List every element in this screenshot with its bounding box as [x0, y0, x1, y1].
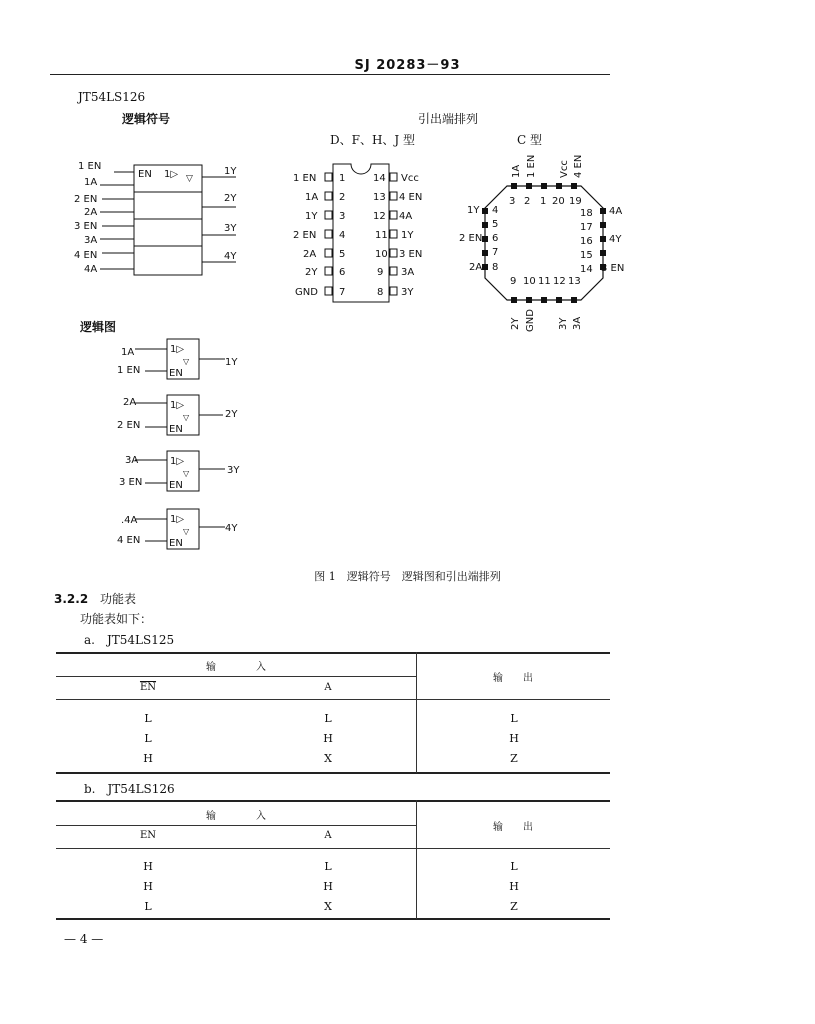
dip-right-name-11: 1Y [401, 230, 414, 241]
c-bottom-num-10: 10 [523, 276, 536, 287]
ls-input-2a: 2A [84, 207, 98, 218]
c-type-pinout [455, 148, 635, 333]
table-b-bottom-rule [56, 918, 610, 920]
table-cell: X [324, 751, 332, 765]
dip-left-num-4: 4 [339, 230, 346, 241]
table-row [110, 728, 552, 748]
table-cell: L [510, 859, 518, 873]
c-left-num-7: 7 [492, 247, 499, 258]
ls-input-4en: 4 EN [74, 250, 98, 261]
gate3-out: ▽ [183, 469, 190, 478]
logic-symbol [70, 155, 260, 285]
table-a-top-rule [56, 652, 610, 654]
dip-right-num-8: 8 [377, 287, 384, 298]
table-row [110, 708, 552, 728]
dip-right-num-13: 13 [373, 192, 386, 203]
gate2-input-a: 2A [123, 397, 137, 408]
table-cell: L [510, 711, 518, 725]
page-number: — 4 — [64, 932, 104, 946]
c-left-num-5: 5 [492, 219, 499, 230]
gate1-input-a: 1A [121, 347, 135, 358]
gate3-input-a: 3A [125, 455, 139, 466]
gate2-input-en: 2 EN [117, 420, 141, 431]
table-a-output-header: 输 出 [493, 673, 533, 684]
table-a-label: a. JT54LS125 [84, 633, 175, 647]
table-b-top-rule [56, 800, 610, 802]
c-top-num-20: 20 [552, 196, 565, 207]
c-top-name-1en: 1 EN [526, 154, 537, 178]
dip-right-name-9: 3A [401, 267, 415, 278]
table-cell: Z [510, 751, 518, 765]
c-bottom-num-11: 11 [538, 276, 551, 287]
dip-right-num-9: 9 [377, 267, 384, 278]
c-bottom-num-13: 13 [568, 276, 581, 287]
table-a-header-rule [56, 699, 610, 700]
table-cell: H [143, 751, 153, 765]
c-top-num-19: 19 [569, 196, 582, 207]
table-a-bottom-rule [56, 772, 610, 774]
table-b-col-a: A [324, 830, 332, 841]
c-bottom-num-9: 9 [510, 276, 517, 287]
dip-right-num-11: 11 [375, 230, 388, 241]
c-bottom-name-3a: 3A [572, 316, 583, 330]
gate4-input-en: 4 EN [117, 535, 141, 546]
dip-pinout [285, 160, 435, 310]
table-cell: H [143, 879, 153, 893]
table-row [110, 748, 552, 768]
dip-right-name-12: 4A [399, 211, 413, 222]
c-left-num-8: 8 [492, 262, 499, 273]
table-cell: L [144, 731, 152, 745]
gate1-input-en: 1 EN [117, 365, 141, 376]
table-a-mid-rule [56, 676, 416, 677]
gate2-fn: 1▷ [170, 400, 185, 411]
c-title: C 型 [517, 133, 542, 147]
gate2-output-y: 2Y [225, 409, 238, 420]
block-out-symbol: ▽ [186, 174, 193, 184]
table-row [110, 896, 552, 916]
table-a-input-header: 输 入 [206, 662, 266, 673]
dip-right-num-10: 10 [375, 249, 388, 260]
c-top-num-1: 1 [540, 196, 547, 207]
ls-input-4a: 4A [84, 264, 98, 275]
c-top-num-2: 2 [524, 196, 531, 207]
dip-left-name-3: 1Y [305, 211, 318, 222]
section-intro: 功能表如下： [80, 612, 153, 626]
table-cell: L [324, 859, 332, 873]
dip-left-num-6: 6 [339, 267, 346, 278]
logic-symbol-title: 逻辑符号 [122, 112, 171, 126]
document-code: SJ 20283－93 [354, 58, 461, 73]
table-b-col-en: EN [139, 830, 157, 841]
dip-left-num-2: 2 [339, 192, 346, 203]
c-bottom-name-2y: 2Y [510, 317, 521, 330]
section-title: 功能表 [100, 592, 137, 606]
section-number: 3.2.2 [54, 592, 89, 606]
section-heading [54, 590, 136, 607]
ls-output-2y: 2Y [224, 193, 237, 204]
c-right-num-18: 18 [580, 208, 593, 219]
table-cell: H [509, 731, 519, 745]
logic-diagram [105, 335, 255, 555]
gate2-en: EN [169, 424, 183, 435]
dip-left-num-1: 1 [339, 173, 346, 184]
gate3-input-en: 3 EN [119, 477, 143, 488]
dip-left-name-2: 1A [305, 192, 319, 203]
ls-input-1en: 1 EN [78, 161, 102, 172]
c-right-num-15: 15 [580, 250, 593, 261]
dip-title: D、F、H、J 型 [330, 133, 416, 147]
block-en-label: EN [138, 169, 152, 180]
pinout-title: 引出端排列 [418, 112, 479, 126]
table-b-label: b. JT54LS126 [84, 782, 175, 796]
gate4-out: ▽ [183, 527, 190, 536]
gate4-fn: 1▷ [170, 514, 185, 525]
table-row [110, 876, 552, 896]
table-b-mid-rule [56, 825, 416, 826]
part-title: JT54LS126 [78, 90, 146, 104]
ls-input-3en: 3 EN [74, 221, 98, 232]
dip-right-name-13: 4 EN [399, 192, 423, 203]
c-top-name-4en: 4 EN [573, 154, 584, 178]
table-cell: H [143, 859, 153, 873]
gate1-fn: 1▷ [170, 344, 185, 355]
dip-left-num-5: 5 [339, 249, 346, 260]
block-fn-label: 1▷ [164, 169, 179, 180]
gate3-output-y: 3Y [227, 465, 240, 476]
table-a-col-en: $\overline{EN}$ [139, 682, 157, 693]
dip-left-name-1: 1 EN [293, 173, 317, 184]
c-top-num-3: 3 [509, 196, 516, 207]
dip-right-name-10: 3 EN [399, 249, 423, 260]
c-left-name-2a: 2A [469, 262, 483, 273]
dip-left-name-4: 2 EN [293, 230, 317, 241]
gate4-input-a: .4A [121, 515, 138, 526]
c-right-name-4y: 4Y [609, 234, 622, 245]
gate4-en: EN [169, 538, 183, 549]
table-a-col-a: A [324, 682, 332, 693]
ls-input-2en: 2 EN [74, 194, 98, 205]
gate2-out: ▽ [183, 413, 190, 422]
table-b-input-header: 输 入 [206, 811, 266, 822]
logic-diagram-title: 逻辑图 [80, 320, 117, 334]
c-left-num-6: 6 [492, 233, 499, 244]
dip-right-num-12: 12 [373, 211, 386, 222]
table-cell: L [144, 711, 152, 725]
c-left-name-1y: 1Y [467, 205, 480, 216]
table-cell: X [324, 899, 332, 913]
c-left-num-4: 4 [492, 205, 499, 216]
ls-output-4y: 4Y [224, 251, 237, 262]
dip-right-name-14: Vcc [401, 173, 419, 184]
c-right-name-3en: 3 EN [601, 263, 625, 274]
gate3-en: EN [169, 480, 183, 491]
dip-left-num-3: 3 [339, 211, 346, 222]
ls-input-3a: 3A [84, 235, 98, 246]
ls-input-1a: 1A [84, 177, 98, 188]
c-bottom-name-gnd: GND [525, 309, 536, 332]
c-top-name-vcc: Vcc [559, 160, 570, 178]
gate3-fn: 1▷ [170, 456, 185, 467]
dip-left-num-7: 7 [339, 287, 346, 298]
c-right-name-4a: 4A [609, 206, 623, 217]
gate1-en: EN [169, 368, 183, 379]
table-row [110, 856, 552, 876]
table-cell: L [324, 711, 332, 725]
table-cell: H [509, 879, 519, 893]
c-bottom-num-12: 12 [553, 276, 566, 287]
dip-left-name-5: 2A [303, 249, 317, 260]
gate1-output-y: 1Y [225, 357, 238, 368]
table-b-body [110, 856, 552, 916]
table-cell: H [323, 879, 333, 893]
c-right-num-14: 14 [580, 264, 593, 275]
table-cell: H [323, 731, 333, 745]
dip-left-name-6: 2Y [305, 267, 318, 278]
table-cell: Z [510, 899, 518, 913]
table-a-body [110, 708, 552, 768]
c-bottom-name-3y: 3Y [558, 317, 569, 330]
table-b-header-rule [56, 848, 610, 849]
table-cell: L [144, 899, 152, 913]
c-left-name-2en: 2 EN [459, 233, 483, 244]
ls-output-1y: 1Y [224, 166, 237, 177]
gate4-output-y: 4Y [225, 523, 238, 534]
header-rule [50, 74, 610, 75]
figure-caption: 图 1 逻辑符号 逻辑图和引出端排列 [314, 570, 501, 583]
table-b-output-header: 输 出 [493, 822, 533, 833]
gate1-out: ▽ [183, 357, 190, 366]
dip-right-name-8: 3Y [401, 287, 414, 298]
dip-left-name-7: GND [295, 287, 318, 298]
c-right-num-17: 17 [580, 222, 593, 233]
c-top-name-1a: 1A [511, 164, 522, 178]
c-right-num-16: 16 [580, 236, 593, 247]
ls-output-3y: 3Y [224, 223, 237, 234]
dip-right-num-14: 14 [373, 173, 386, 184]
